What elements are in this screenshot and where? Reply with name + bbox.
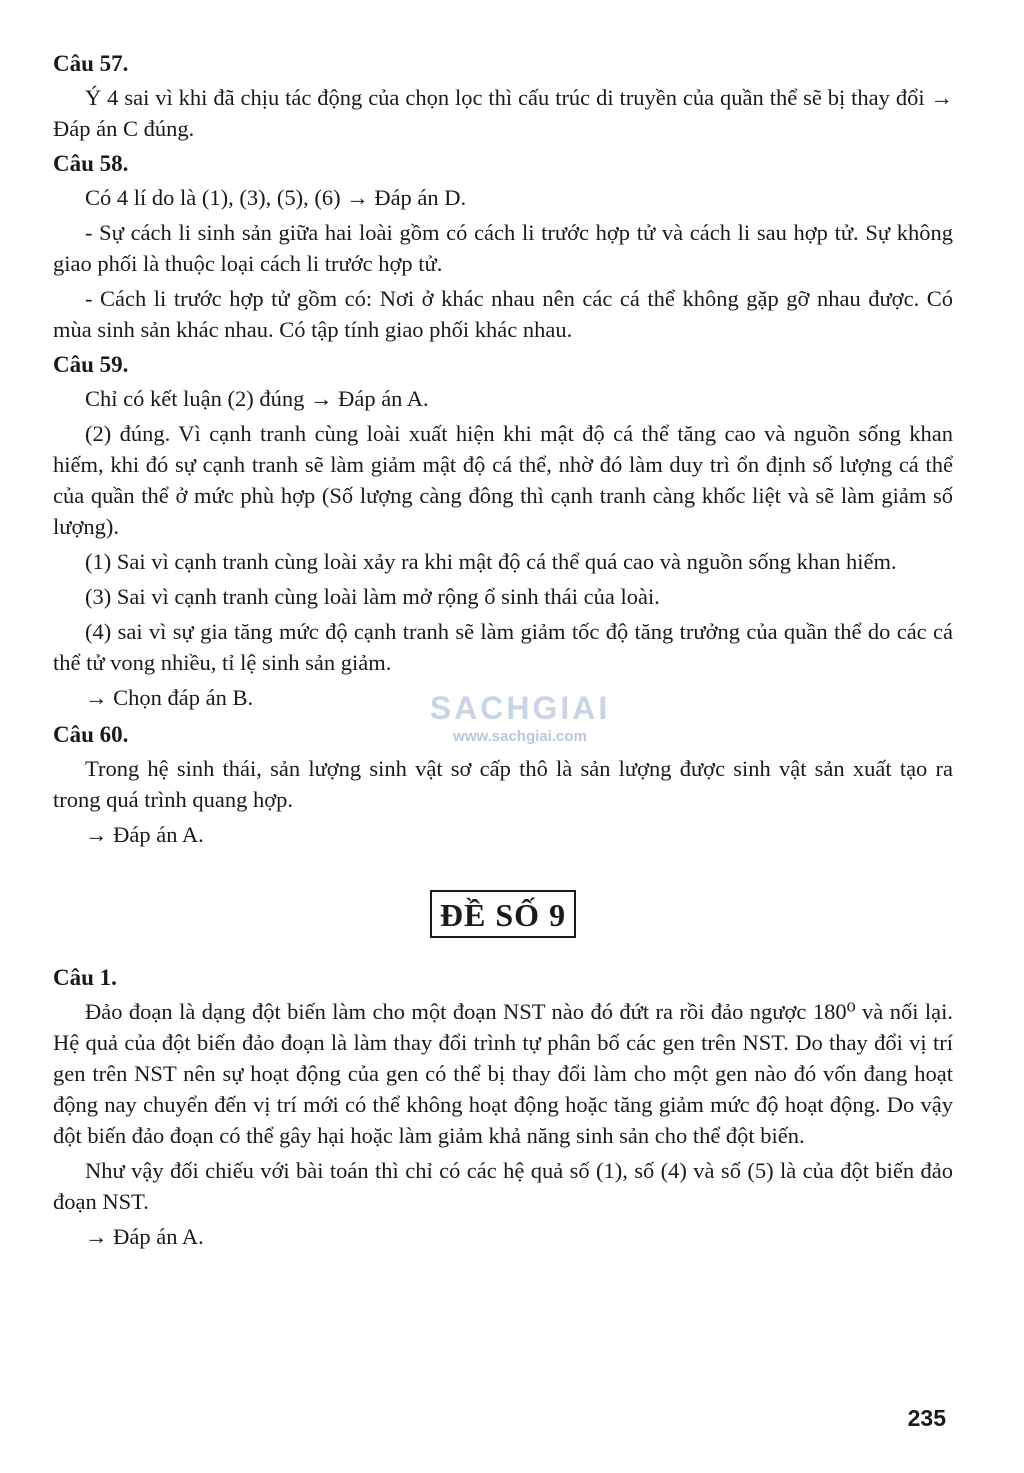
watermark-brand: SACHGIAI	[429, 690, 611, 726]
page-number: 235	[907, 1405, 946, 1431]
question-58-heading: Câu 58.	[53, 151, 129, 176]
question-60-heading: Câu 60.	[53, 722, 129, 747]
page-content	[53, 48, 953, 1258]
question-59-answer: Chỉ có kết luận (2) đúng → Đáp án A.	[85, 386, 429, 411]
question-57-answer: Ý 4 sai vì khi đã chịu tác động của chọn lọc thì cấu trúc di truyền của quần thể sẽ bị thay đổi → Đáp án C đúng.	[53, 85, 953, 141]
question-58-answer: Có 4 lí do là (1), (3), (5), (6) → Đáp án D.	[85, 185, 467, 210]
section-title: ĐỀ SỐ 9	[430, 890, 576, 938]
question-60-explanation: Trong hệ sinh thái, sản lượng sinh vật sơ cấp thô là sản lượng được sinh vật sản xuất tạo ra trong quá trình quang hợp.	[53, 756, 953, 812]
section-9-question-1-explanation: Đảo đoạn là dạng đột biến làm cho một đoạn NST nào đó đứt ra rồi đảo ngược 180⁰ và nối lại. Hệ quả của đột biến đảo đoạn là làm thay đổi trình tự phân bố các gen trên NST. Do thay đổi vị trí gen trên NST nên sự hoạt động của gen có thể bị thay đổi làm cho một gen nào đó vốn đang hoạt động nay chuyển đến vị trí mới có thể không hoạt động hoặc tăng giảm mức độ hoạt động. Do vậy đột biến đảo đoạn có thể gây hại hoặc làm giảm khả năng sinh sản cho thể đột biến.	[53, 999, 953, 1148]
section-9-question-1-comparison: Như vậy đối chiếu với bài toán thì chỉ có các hệ quả số (1), số (4) và số (5) là của đột biến đảo đoạn NST.	[53, 1158, 953, 1214]
section-title-wrapper	[53, 890, 953, 938]
section-9-question-1-conclusion: → Đáp án A.	[85, 1224, 204, 1249]
question-59-heading: Câu 59.	[53, 352, 129, 377]
question-59-explanation-1: (1) Sai vì cạnh tranh cùng loài xảy ra khi mật độ cá thể quá cao và nguồn sống khan hiếm.	[85, 549, 897, 574]
question-58-explanation-1: - Sự cách li sinh sản giữa hai loài gồm có cách li trước hợp tử và cách li sau hợp tử. Sự không giao phối là thuộc loại cách li trước hợp tử.	[53, 220, 953, 276]
question-60-conclusion: → Đáp án A.	[85, 822, 204, 847]
section-9-question-1-heading: Câu 1.	[53, 965, 117, 990]
question-59-conclusion: → Chọn đáp án B.	[85, 685, 254, 710]
question-59-explanation-2: (2) đúng. Vì cạnh tranh cùng loài xuất hiện khi mật độ cá thể tăng cao và nguồn sống khan hiếm, khi đó sự cạnh tranh sẽ làm giảm mật độ cá thể, nhờ đó làm duy trì ổn định số lượng cá thể của quần thể ở mức phù hợp (Số lượng càng đông thì cạnh tranh càng khốc liệt và sẽ làm giảm số lượng).	[53, 421, 953, 539]
question-59-explanation-3: (3) Sai vì cạnh tranh cùng loài làm mở rộng ổ sinh thái của loài.	[85, 584, 660, 609]
watermark-url: www.sachgiai.com	[453, 728, 587, 745]
question-58-explanation-2: - Cách li trước hợp tử gồm có: Nơi ở khác nhau nên các cá thể không gặp gỡ nhau được. Có mùa sinh sản khác nhau. Có tập tính giao phối khác nhau.	[53, 286, 953, 342]
question-59-explanation-4: (4) sai vì sự gia tăng mức độ cạnh tranh sẽ làm giảm tốc độ tăng trưởng của quần thể do các cá thể tử vong nhiều, tỉ lệ sinh sản giảm.	[53, 619, 953, 675]
question-57-heading: Câu 57.	[53, 51, 129, 76]
